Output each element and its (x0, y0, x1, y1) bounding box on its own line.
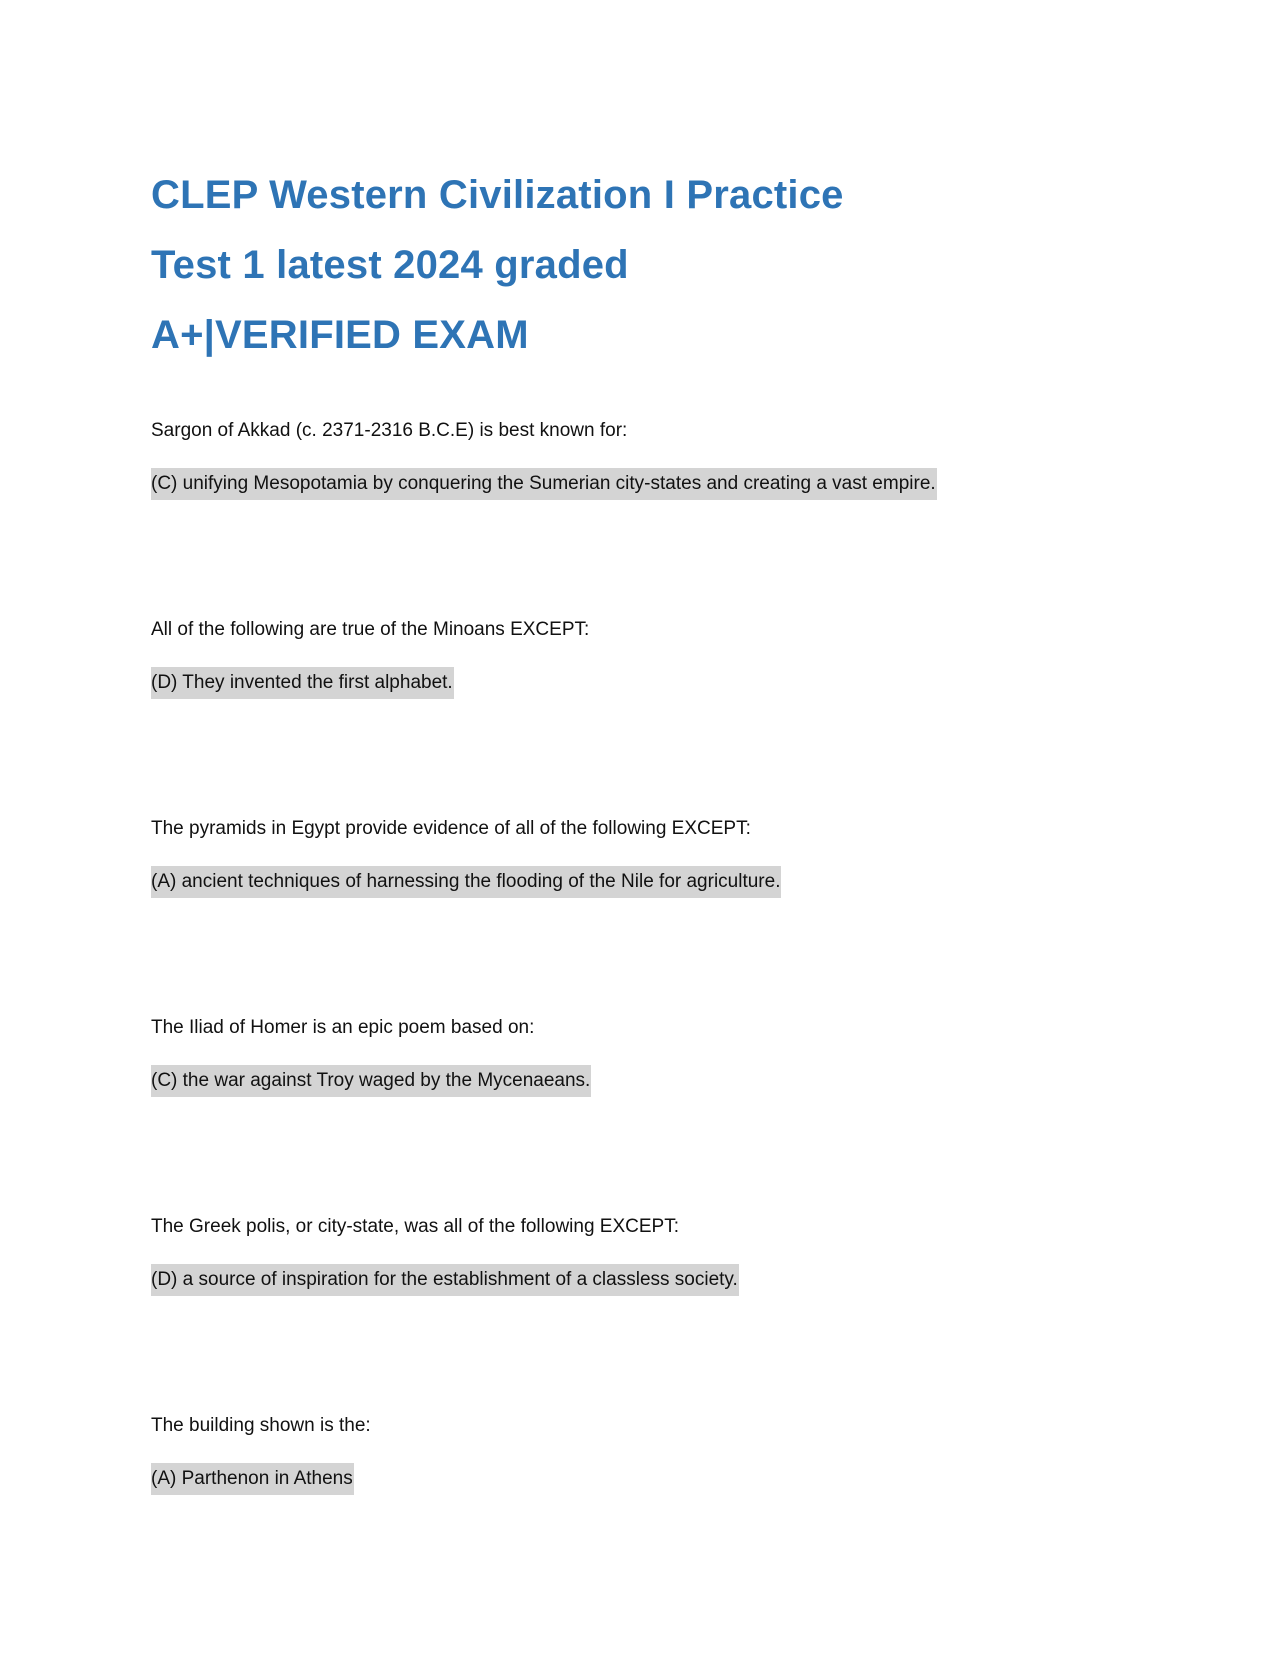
highlighted-answer: (A) Parthenon in Athens (151, 1463, 354, 1495)
question-text: Sargon of Akkad (c. 2371-2316 B.C.E) is best known for: (151, 420, 628, 441)
question-text: The pyramids in Egypt provide evidence of all of the following EXCEPT: (151, 818, 751, 839)
title-line-2: Test 1 latest 2024 graded (151, 243, 629, 287)
question-text: The building shown is the: (151, 1415, 371, 1436)
highlighted-answer: (C) the war against Troy waged by the Mycenaeans. (151, 1065, 591, 1097)
question-text: The Iliad of Homer is an epic poem based on: (151, 1017, 535, 1038)
highlighted-answer: (D) a source of inspiration for the establishment of a classless society. (151, 1264, 739, 1296)
highlighted-answer: (C) unifying Mesopotamia by conquering the Sumerian city-states and creating a vast empire. (151, 468, 937, 500)
qa-item-2 (151, 618, 1151, 700)
qa-item-3 (151, 817, 1151, 899)
qa-item-6 (151, 1414, 1151, 1496)
highlighted-answer: (D) They invented the first alphabet. (151, 667, 454, 699)
highlighted-answer: (A) ancient techniques of harnessing the flooding of the Nile for agriculture. (151, 866, 781, 898)
title-line-1: CLEP Western Civilization I Practice (151, 173, 844, 217)
question-text: The Greek polis, or city-state, was all of the following EXCEPT: (151, 1216, 679, 1237)
document-title (151, 160, 1111, 370)
title-line-3: A+|VERIFIED EXAM (151, 313, 529, 357)
qa-item-4 (151, 1016, 1151, 1098)
qa-item-1 (151, 419, 1151, 501)
question-text: All of the following are true of the Minoans EXCEPT: (151, 619, 590, 640)
qa-item-5 (151, 1215, 1151, 1297)
